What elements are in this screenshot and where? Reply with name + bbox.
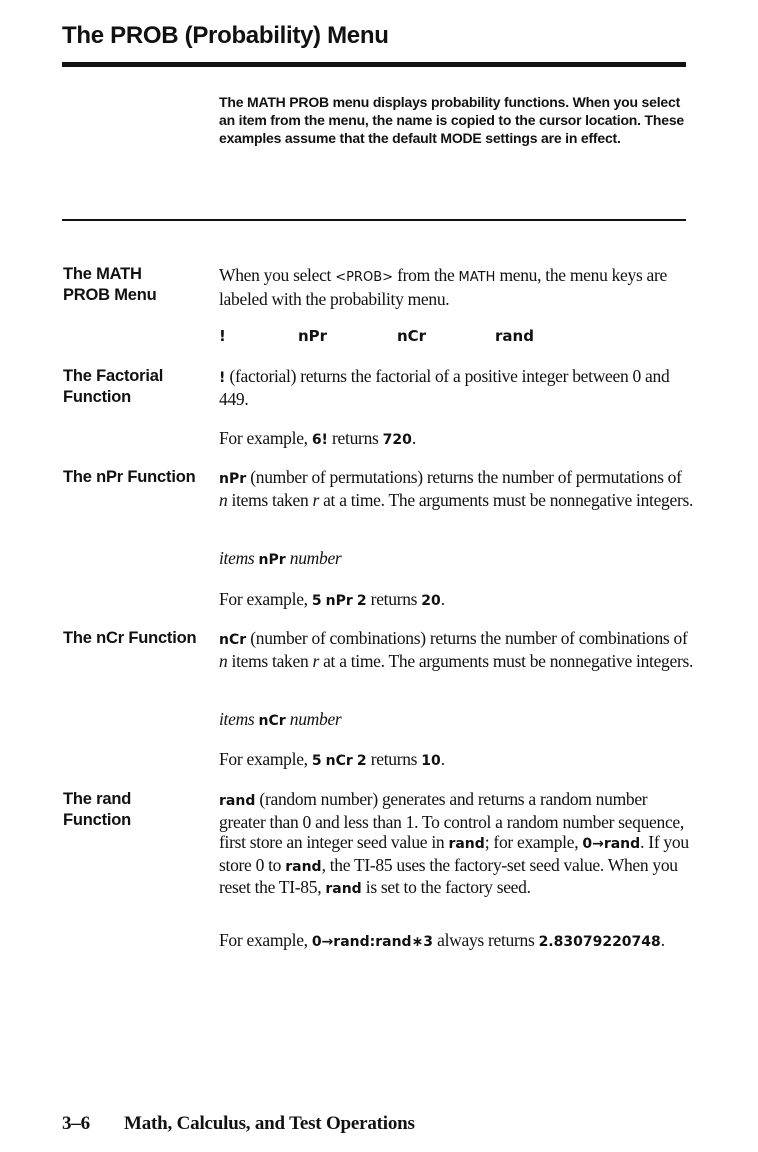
example-input: 5	[311, 753, 322, 769]
factorial-text: (factorial) returns the factorial of a positive integer between 0 and 449.	[219, 366, 670, 409]
example-text: For example,	[219, 589, 312, 609]
example-text: returns	[366, 589, 422, 609]
ncr-name: nCr	[219, 632, 247, 648]
example-text: For example,	[219, 749, 312, 769]
chapter-title: Math, Calculus, and Test Operations	[124, 1113, 415, 1134]
rand-name: rand	[448, 836, 485, 852]
rand-section-heading	[63, 789, 131, 831]
factorial-heading-line2: Function	[63, 388, 132, 406]
example-result: 720	[382, 432, 412, 448]
npr-section-heading: The nPr Function	[63, 468, 196, 486]
example-input: nCr	[325, 753, 353, 769]
rand-heading-line1: The rand	[63, 790, 132, 808]
example-result: 10	[421, 753, 441, 769]
factorial-description	[219, 366, 694, 409]
example-text: returns	[327, 428, 383, 448]
ncr-example	[219, 749, 694, 772]
rand-heading-line2: Function	[63, 811, 132, 829]
menu-item-ncr: nCr	[397, 327, 427, 345]
section-divider	[62, 219, 686, 221]
factorial-heading-line1: The Factorial	[63, 367, 164, 385]
prob-menu-keys	[219, 327, 549, 347]
example-input: 0→rand:rand∗3	[311, 934, 434, 950]
menu-heading-line2: PROB Menu	[63, 286, 157, 304]
example-result: 2.83079220748	[538, 934, 661, 950]
syntax-op: nCr	[258, 713, 286, 729]
example-text: .	[440, 749, 445, 769]
rand-description	[219, 789, 694, 900]
example-input: nPr	[325, 593, 353, 609]
rand-text: (random number) generates and returns a random number greater than 0 and less than 1. To control a random number sequence, first store an integer seed value in	[219, 789, 684, 852]
npr-syntax	[219, 548, 694, 571]
rand-example	[219, 930, 694, 953]
menu-item-factorial: !	[219, 327, 226, 345]
ncr-text: at a time. The arguments must be nonnegative integers.	[319, 650, 694, 671]
example-result: 20	[421, 593, 441, 609]
ncr-text: items taken	[227, 650, 313, 671]
example-text: always returns	[433, 930, 539, 950]
npr-text: at a time. The arguments must be nonnegative integers.	[319, 489, 694, 510]
factorial-example	[219, 428, 694, 451]
rand-text: . If you store 0 to	[219, 832, 689, 875]
page-number: 3–6	[62, 1113, 90, 1134]
menu-description	[219, 265, 694, 309]
intro-paragraph: The MATH PROB menu displays probability functions. When you select an item from the menu, the name is copied to the cursor location. These examples assume that the default MODE settings are in effect.	[219, 94, 684, 146]
page-title: The PROB (Probability) Menu	[62, 22, 389, 49]
example-text: returns	[366, 749, 422, 769]
npr-name: nPr	[219, 471, 247, 487]
npr-text: (number of permutations) returns the number of permutations of	[246, 467, 682, 487]
example-input: 6!	[311, 432, 328, 448]
menu-section-heading	[63, 264, 157, 306]
syntax-op: nPr	[258, 552, 286, 568]
example-input: 2	[356, 753, 367, 769]
example-text: For example,	[219, 428, 312, 448]
page-footer	[62, 1113, 415, 1135]
example-input: 2	[356, 593, 367, 609]
menu-text: menu, the menu keys are labeled with the probability menu.	[219, 265, 668, 309]
ncr-syntax	[219, 709, 694, 732]
prob-key-label: <PROB>	[335, 270, 394, 285]
syntax-arg: number	[289, 709, 342, 729]
npr-example	[219, 589, 694, 612]
rand-name: rand	[285, 858, 322, 875]
npr-var-n: n	[219, 489, 228, 510]
example-text: For example,	[219, 930, 312, 950]
ncr-var-n: n	[219, 650, 228, 671]
ncr-section-heading: The nCr Function	[63, 629, 197, 647]
menu-heading-line1: The MATH	[63, 265, 142, 283]
title-rule	[62, 62, 686, 67]
example-text: .	[440, 589, 445, 609]
rand-store-example: 0→rand	[582, 836, 641, 852]
rand-name: rand	[219, 793, 256, 809]
syntax-arg: items	[219, 548, 255, 568]
ncr-description	[219, 628, 694, 671]
menu-item-rand: rand	[495, 327, 534, 345]
rand-text: ; for example,	[484, 832, 583, 852]
menu-text: from the	[393, 265, 459, 285]
ncr-text: (number of combinations) returns the number of combinations of	[246, 628, 688, 648]
syntax-arg: items	[219, 709, 255, 729]
example-input: 5	[311, 593, 322, 609]
menu-text: When you select	[219, 265, 336, 285]
syntax-arg: number	[289, 548, 342, 568]
npr-text: items taken	[227, 489, 313, 510]
factorial-section-heading	[63, 366, 163, 408]
rand-name: rand	[325, 881, 362, 897]
example-text: .	[660, 930, 665, 950]
example-text: .	[411, 428, 416, 448]
npr-description	[219, 467, 694, 510]
npr-var-r: r	[312, 489, 320, 510]
math-key-label: MATH	[458, 270, 496, 285]
rand-text: is set to the factory seed.	[361, 877, 531, 897]
factorial-symbol: !	[219, 370, 226, 386]
menu-item-npr: nPr	[298, 327, 328, 345]
ncr-var-r: r	[312, 650, 320, 671]
rand-text: , the TI-85 uses the factory-set seed value. When you reset the TI-85,	[219, 854, 678, 897]
